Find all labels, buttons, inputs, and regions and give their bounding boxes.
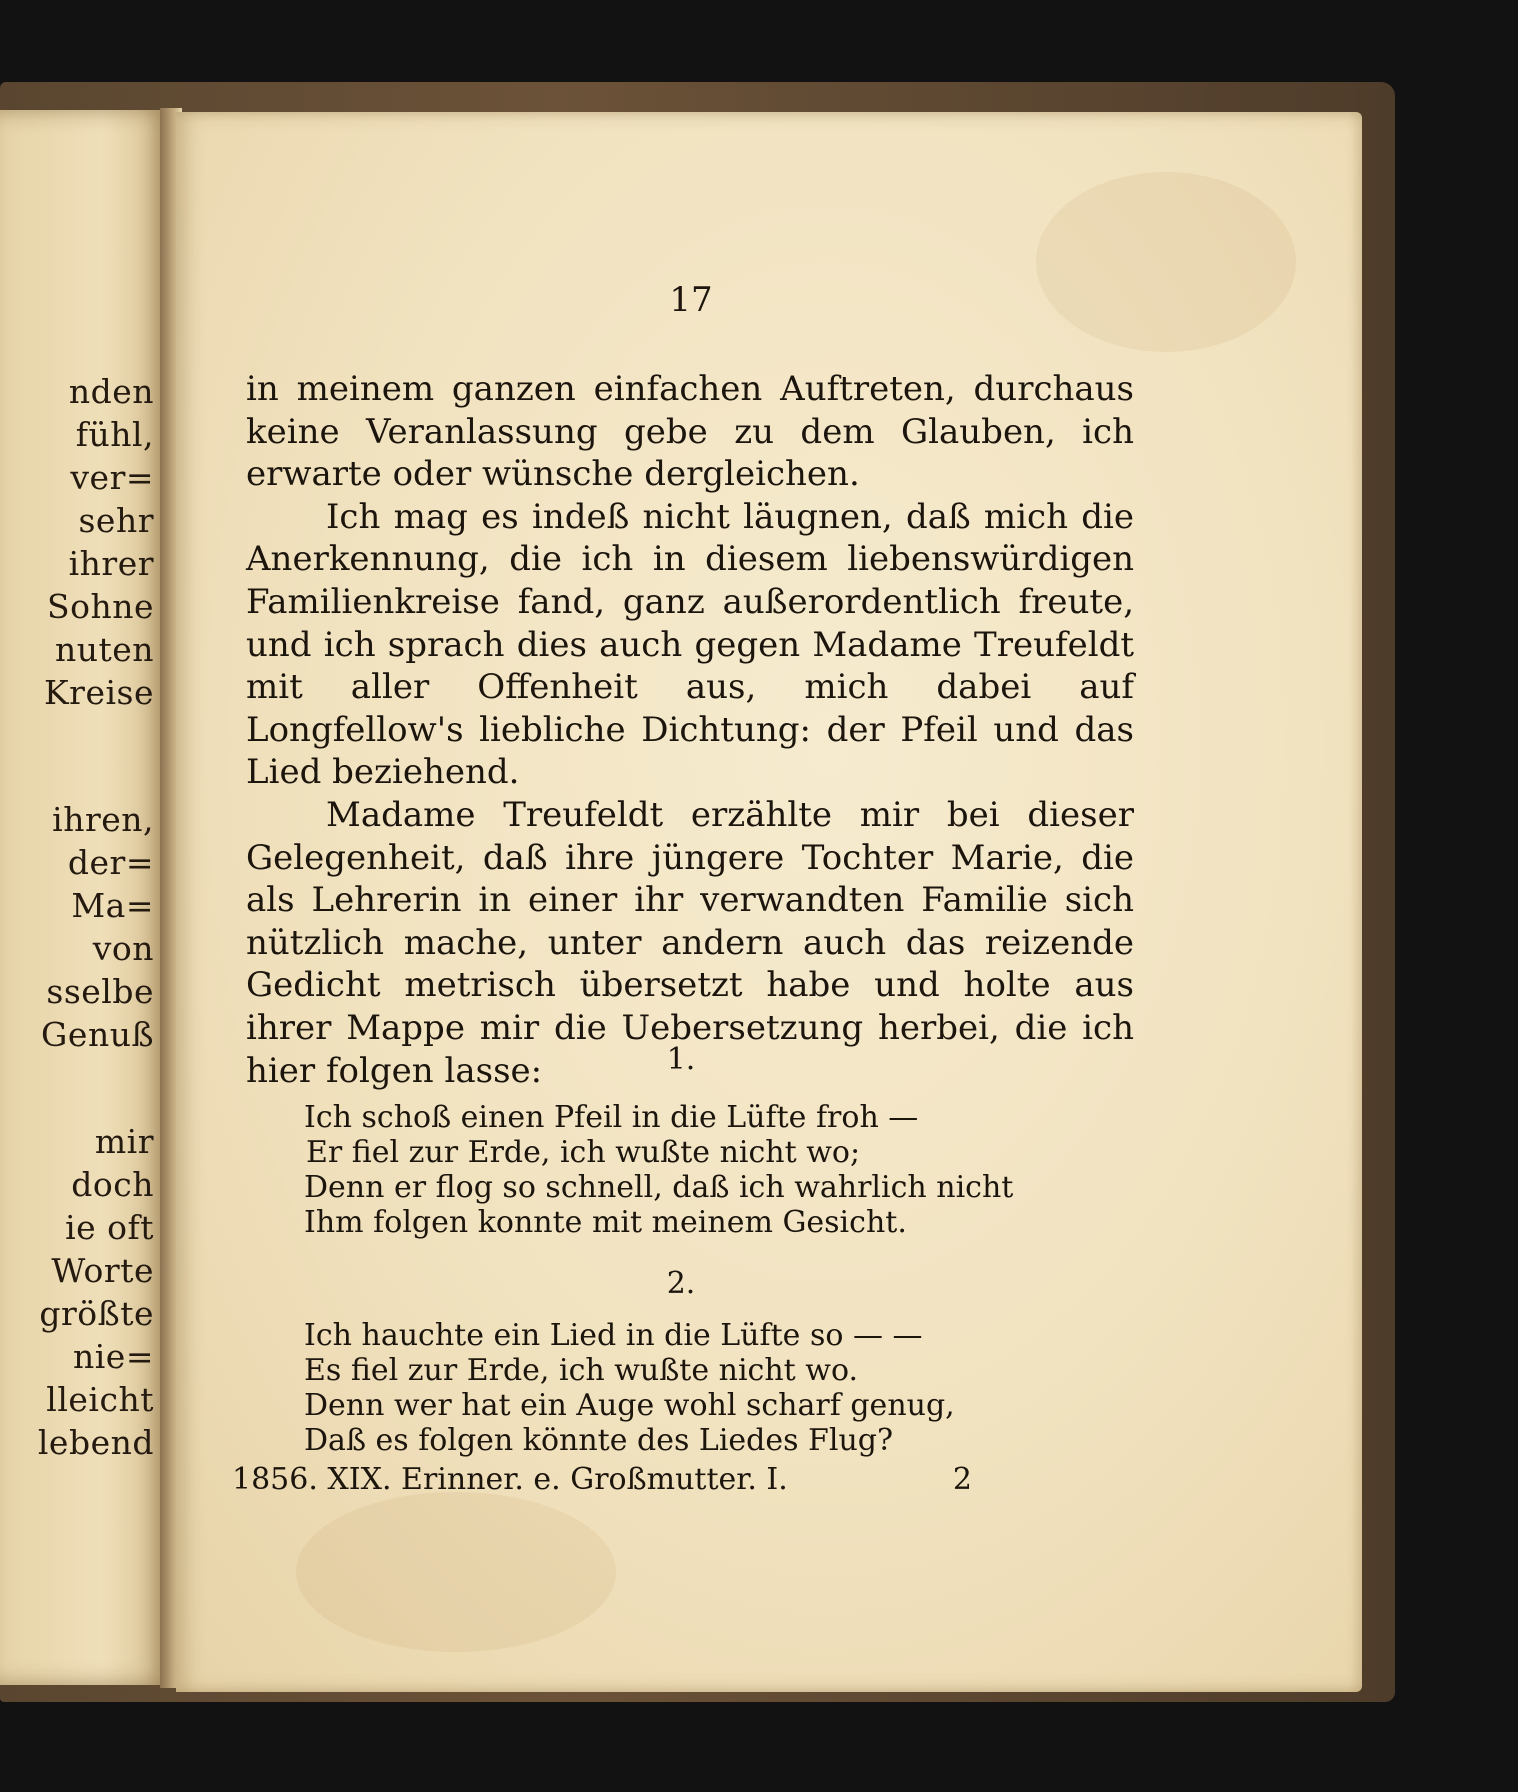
poem-stanza bbox=[304, 1318, 1044, 1458]
left-page-line: Ma= bbox=[71, 886, 154, 925]
left-page-line: ie oft bbox=[65, 1208, 154, 1247]
left-page-line: sselbe bbox=[46, 972, 154, 1011]
page-number: 17 bbox=[669, 280, 713, 320]
paragraph: Ich mag es indeß nicht läugnen, daß mich die Anerkennung, die ich in diesem liebenswürdigen Familienkreise fand, ganz außerordentlich freute, und ich sprach dies auch gegen Madame Treufeldt mit aller Offenheit aus, mich dabei auf Longfellow's liebliche Dichtung: der Pfeil und das Lied beziehend. bbox=[246, 496, 1134, 793]
left-page-line: doch bbox=[71, 1165, 154, 1204]
poem-stanza bbox=[304, 1100, 1044, 1240]
paper-stain bbox=[1036, 172, 1296, 352]
signature-line bbox=[232, 1462, 972, 1497]
left-page-line: fühl, bbox=[75, 415, 154, 454]
stanza-number: 1. bbox=[666, 1042, 696, 1077]
paragraph: Madame Treufeldt erzählte mir bei dieser Gelegenheit, daß ihre jüngere Tochter Marie, die als Lehrerin in einer ihr verwandten Familie sich nützlich mache, unter andern auch das reizende Gedicht metrisch übersetzt habe und holte aus ihrer Mappe mir die Uebersetzung herbei, die ich hier folgen lasse: bbox=[246, 794, 1134, 1091]
poem-line: Denn er flog so schnell, daß ich wahrlich nicht bbox=[304, 1170, 1014, 1205]
poem-line: Daß es folgen könnte des Liedes Flug? bbox=[304, 1423, 894, 1458]
left-page bbox=[0, 110, 170, 1685]
poem-line: Es fiel zur Erde, ich wußte nicht wo. bbox=[304, 1353, 859, 1388]
left-page-line: nie= bbox=[73, 1337, 154, 1376]
signature-text: 1856. XIX. Erinner. e. Großmutter. I. bbox=[232, 1462, 788, 1497]
left-page-line: Worte bbox=[51, 1251, 154, 1290]
paper-stain bbox=[296, 1492, 616, 1652]
left-page-line: Kreise bbox=[44, 673, 154, 712]
left-page-line: der= bbox=[67, 843, 154, 882]
left-page-line: mir bbox=[94, 1122, 154, 1161]
poem-line: Ich hauchte ein Lied in die Lüfte so — — bbox=[304, 1318, 923, 1353]
stanza-number: 2. bbox=[666, 1266, 696, 1301]
left-page-line: sehr bbox=[78, 501, 154, 540]
poem-line: Er fiel zur Erde, ich wußte nicht wo; bbox=[306, 1135, 861, 1170]
left-page-line: lleicht bbox=[46, 1380, 154, 1419]
signature-mark: 2 bbox=[952, 1462, 972, 1497]
left-page-line: nden bbox=[68, 372, 154, 411]
left-page-line: ihren, bbox=[52, 800, 154, 839]
left-page-line: von bbox=[92, 929, 154, 968]
left-page-line: Genuß bbox=[41, 1015, 154, 1054]
poem-line: Denn wer hat ein Auge wohl scharf genug, bbox=[304, 1388, 955, 1423]
poem-line: Ich schoß einen Pfeil in die Lüfte froh — bbox=[304, 1100, 919, 1135]
body-text bbox=[246, 368, 1134, 1092]
left-page-line: ihrer bbox=[68, 544, 154, 583]
left-page-line: größte bbox=[39, 1294, 154, 1333]
left-page-line: ver= bbox=[70, 458, 154, 497]
poem-line: Ihm folgen konnte mit meinem Gesicht. bbox=[304, 1205, 907, 1240]
paragraph: in meinem ganzen einfachen Auftreten, durchaus keine Veranlassung gebe zu dem Glauben, ich erwarte oder wünsche dergleichen. bbox=[246, 369, 1134, 495]
left-page-line: nuten bbox=[54, 630, 154, 669]
left-page-line: lebend bbox=[37, 1423, 154, 1462]
left-page-line: Sohne bbox=[46, 587, 154, 626]
